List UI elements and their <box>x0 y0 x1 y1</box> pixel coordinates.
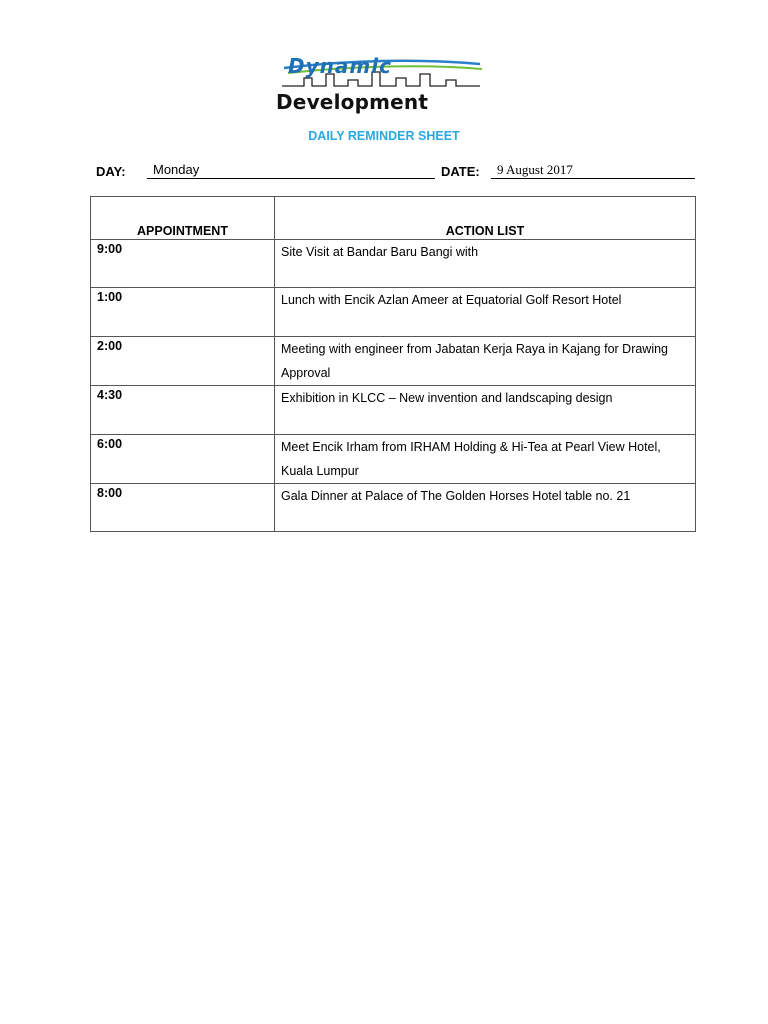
logo-word-development: Development <box>276 90 429 114</box>
action-item: Gala Dinner at Palace of The Golden Horses Hotel table no. 21 <box>275 484 696 532</box>
action-item: Lunch with Encik Azlan Ameer at Equatorial Golf Resort Hotel <box>275 288 696 337</box>
action-item: Exhibition in KLCC – New invention and landscaping design <box>275 386 696 435</box>
table-header-row <box>91 197 696 240</box>
date-field: 9 August 2017 <box>491 162 695 179</box>
table-row <box>91 288 696 337</box>
action-item: Site Visit at Bandar Baru Bangi with <box>275 240 696 288</box>
table-row <box>91 386 696 435</box>
appointment-time: 6:00 <box>91 435 275 484</box>
appointment-time: 4:30 <box>91 386 275 435</box>
table-row <box>91 337 696 386</box>
day-field: Monday <box>147 162 435 179</box>
action-item: Meet Encik Irham from IRHAM Holding & Hi-Tea at Pearl View Hotel, Kuala Lumpur <box>275 435 696 484</box>
appointment-time: 1:00 <box>91 288 275 337</box>
table-row <box>91 240 696 288</box>
logo-word-dynamic: Dynamic <box>288 54 392 78</box>
header-action-list: ACTION LIST <box>275 197 696 240</box>
appointment-time: 8:00 <box>91 484 275 532</box>
header-appointment: APPOINTMENT <box>91 197 275 240</box>
schedule-table <box>90 196 696 532</box>
table-row <box>91 435 696 484</box>
day-label: DAY: <box>96 164 126 179</box>
company-logo <box>274 54 490 122</box>
action-item: Meeting with engineer from Jabatan Kerja Raya in Kajang for Drawing Approval <box>275 337 696 386</box>
sheet-title: DAILY REMINDER SHEET <box>308 129 460 143</box>
appointment-time: 9:00 <box>91 240 275 288</box>
table-row <box>91 484 696 532</box>
appointment-time: 2:00 <box>91 337 275 386</box>
date-label: DATE: <box>441 164 480 179</box>
